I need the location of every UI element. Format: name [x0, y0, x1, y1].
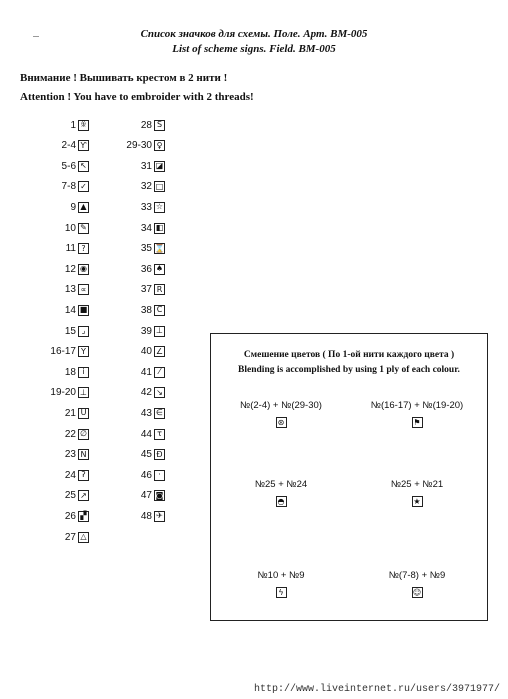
- c-letter-icon: C: [154, 305, 165, 316]
- blend-label: №25 + №21: [390, 479, 444, 490]
- legend-row: [14, 365, 89, 379]
- r-letter-icon: R: [154, 284, 165, 295]
- blend-dome-icon: ◓: [276, 496, 287, 507]
- blend-star-icon: ★: [413, 496, 421, 506]
- source-url: http://www.liveinternet.ru/users/3971977/: [253, 684, 500, 695]
- hook-icon: ʔ: [78, 470, 89, 481]
- legend-row: [14, 509, 89, 523]
- blend-label: №(16-17) + №(19-20): [370, 400, 464, 411]
- hourglass-icon: ⌛: [154, 243, 165, 253]
- legend-row: [100, 365, 165, 379]
- info-icon: i: [78, 367, 89, 378]
- shield-icon: ◪: [155, 161, 164, 171]
- dots-icon: ▞: [78, 511, 89, 522]
- arrow-up-right-icon: ↗: [78, 490, 89, 501]
- legend-row: [100, 509, 165, 523]
- figure-icon: ꆜ: [78, 120, 89, 131]
- legend-number: 38: [140, 304, 152, 316]
- blend-flag-icon: ⚑: [413, 417, 421, 427]
- blend-item: [221, 400, 341, 428]
- legend-number: 22: [64, 428, 76, 440]
- legend-row: [100, 468, 165, 482]
- legend-row: [100, 406, 165, 420]
- legend-number: 21: [64, 407, 76, 419]
- legend-row: [100, 262, 165, 276]
- t-base-icon: ⊥: [154, 326, 165, 337]
- d-square-icon: Ð: [154, 449, 165, 460]
- legend-number: 34: [140, 222, 152, 234]
- blend-circle-icon: ⊛: [276, 417, 287, 428]
- tau-icon: τ: [154, 429, 165, 440]
- legend-number: 26: [64, 510, 76, 522]
- legend-number: 16-17: [50, 346, 76, 358]
- question-icon: ?: [78, 243, 89, 254]
- legend-row: [100, 386, 165, 400]
- legend-row: [14, 324, 89, 338]
- legend-number: 39: [140, 325, 152, 337]
- legend-number: 46: [140, 469, 152, 481]
- plane-icon: ✈: [154, 511, 165, 522]
- legend-number: 36: [140, 263, 152, 275]
- legend-row: [100, 345, 165, 359]
- legend-row: [100, 489, 165, 503]
- blend-bolt-icon: ϟ: [276, 587, 287, 598]
- legend-number: 48: [140, 510, 152, 522]
- legend-number: 29-30: [126, 140, 152, 152]
- legend-row: [100, 242, 165, 256]
- blend-item: [221, 570, 341, 598]
- legend-number: 44: [140, 428, 152, 440]
- legend-row: [14, 303, 89, 317]
- legend-number: 5-6: [61, 160, 76, 172]
- legend-row: [14, 262, 89, 276]
- blend-label: №(2-4) + №(29-30): [240, 400, 322, 411]
- legend-number: 41: [140, 366, 152, 378]
- legend-number: 11: [65, 243, 76, 255]
- check-icon: ✓: [78, 181, 89, 192]
- legend-row: [14, 242, 89, 256]
- legend-row: [14, 221, 89, 235]
- s-letter-icon: S: [154, 120, 165, 131]
- legend-number: 28: [140, 119, 152, 131]
- up-arrow-icon: ▲: [78, 202, 89, 213]
- legend-row: [100, 427, 165, 441]
- chart-icon: ∠: [155, 346, 164, 356]
- blend-item: [357, 570, 477, 598]
- legend-number: 10: [64, 222, 76, 234]
- blend-label: №25 + №24: [254, 479, 308, 490]
- legend-row: [100, 283, 165, 297]
- legend-row: [14, 345, 89, 359]
- legend-row: [100, 200, 165, 214]
- blend-item: [221, 479, 341, 507]
- blend-item: [357, 479, 477, 507]
- blending-box: [210, 333, 488, 621]
- notice-russian: Внимание ! Вышивать крестом в 2 нити !: [20, 72, 228, 84]
- legend-number: 15: [64, 325, 76, 337]
- legend-number: 18: [64, 366, 76, 378]
- legend-row: [100, 221, 165, 235]
- legend-row: [14, 530, 89, 544]
- legend-row: [14, 406, 89, 420]
- legend-number: 24: [64, 469, 76, 481]
- fork-icon: Ƴ: [78, 140, 89, 151]
- legend-number: 42: [140, 387, 152, 399]
- legend-row: [14, 180, 89, 194]
- filled-square-icon: ■: [79, 305, 88, 315]
- dot-icon: ·: [154, 470, 165, 481]
- legend-row: [100, 303, 165, 317]
- leaf-icon: ∅: [78, 429, 89, 440]
- legend-number: 1: [70, 119, 76, 131]
- y-icon: Y: [78, 346, 89, 357]
- legend-number: 45: [140, 449, 152, 461]
- slashes-icon: ⁄: [154, 367, 165, 378]
- eye-icon: ◉: [78, 264, 89, 275]
- arrow-icon: ↘: [154, 387, 165, 398]
- pencil-icon: ✎: [78, 223, 89, 234]
- legend-number: 40: [140, 346, 152, 358]
- legend-number: 14: [64, 304, 76, 316]
- legend-number: 25: [64, 490, 76, 502]
- legend-row: [100, 180, 165, 194]
- spade-icon: ♠: [155, 264, 164, 274]
- u-letter-icon: U: [78, 408, 89, 419]
- title-english: List of scheme signs. Field. BM-005: [172, 43, 336, 55]
- perpendicular-icon: ⊥: [78, 387, 89, 398]
- legend-number: 32: [140, 181, 152, 193]
- notice-english: Attention ! You have to embroider with 2 threads!: [20, 91, 254, 103]
- legend-number: 2-4: [61, 140, 76, 152]
- legend-number: 27: [64, 531, 76, 543]
- legend-number: 12: [64, 263, 76, 275]
- star-outline-icon: ☆: [155, 202, 164, 212]
- legend-row: [14, 118, 89, 132]
- legend-number: 31: [140, 160, 152, 172]
- legend-row: [100, 139, 165, 153]
- legend-row: [100, 159, 165, 173]
- legend-row: [14, 427, 89, 441]
- legend-number: 9: [70, 201, 76, 213]
- legend-number: 23: [64, 449, 76, 461]
- n-letter-icon: N: [78, 449, 89, 460]
- legend-number: 43: [140, 407, 152, 419]
- title-russian: Список значков для схемы. Поле. Арт. BM-005: [140, 28, 368, 40]
- blend-label: №(7-8) + №9: [388, 570, 446, 581]
- blending-title-russian: Смешение цветов ( По 1-ой нити каждого цвета ): [243, 350, 455, 360]
- legend-number: 33: [140, 201, 152, 213]
- legend-number: 35: [140, 243, 152, 255]
- e-letter-icon: ∈: [154, 408, 165, 419]
- legend-row: [14, 139, 89, 153]
- legend-row: [14, 489, 89, 503]
- legend-number: 37: [140, 284, 152, 296]
- circle-shield-icon: ◙: [155, 490, 164, 500]
- blend-item: [357, 400, 477, 428]
- legend-row: [100, 448, 165, 462]
- corner-icon: ⌟: [78, 326, 89, 337]
- legend-row: [100, 324, 165, 338]
- person-icon: ♀: [154, 140, 165, 151]
- blending-title-english: Blending is accomplished by using 1 ply of each colour.: [238, 365, 460, 375]
- legend-number: 7-8: [61, 181, 76, 193]
- legend-row: [14, 283, 89, 297]
- legend-row: [100, 118, 165, 132]
- legend-row: [14, 159, 89, 173]
- legend-row: [14, 386, 89, 400]
- legend-row: [14, 448, 89, 462]
- legend-number: 19-20: [50, 387, 76, 399]
- legend-number: 13: [64, 284, 76, 296]
- triangle-icon: △: [78, 532, 89, 543]
- diagonal-arrow-icon: ↖: [78, 161, 89, 172]
- f-square-icon: ◧: [155, 223, 164, 232]
- legend-row: [14, 468, 89, 482]
- legend-row: [14, 200, 89, 214]
- blend-smile-icon: ☺: [412, 587, 422, 597]
- legend-number: 47: [140, 490, 152, 502]
- blend-label: №10 + №9: [257, 570, 305, 581]
- small-square-icon: □: [155, 181, 164, 191]
- fish-icon: ∝: [78, 284, 89, 295]
